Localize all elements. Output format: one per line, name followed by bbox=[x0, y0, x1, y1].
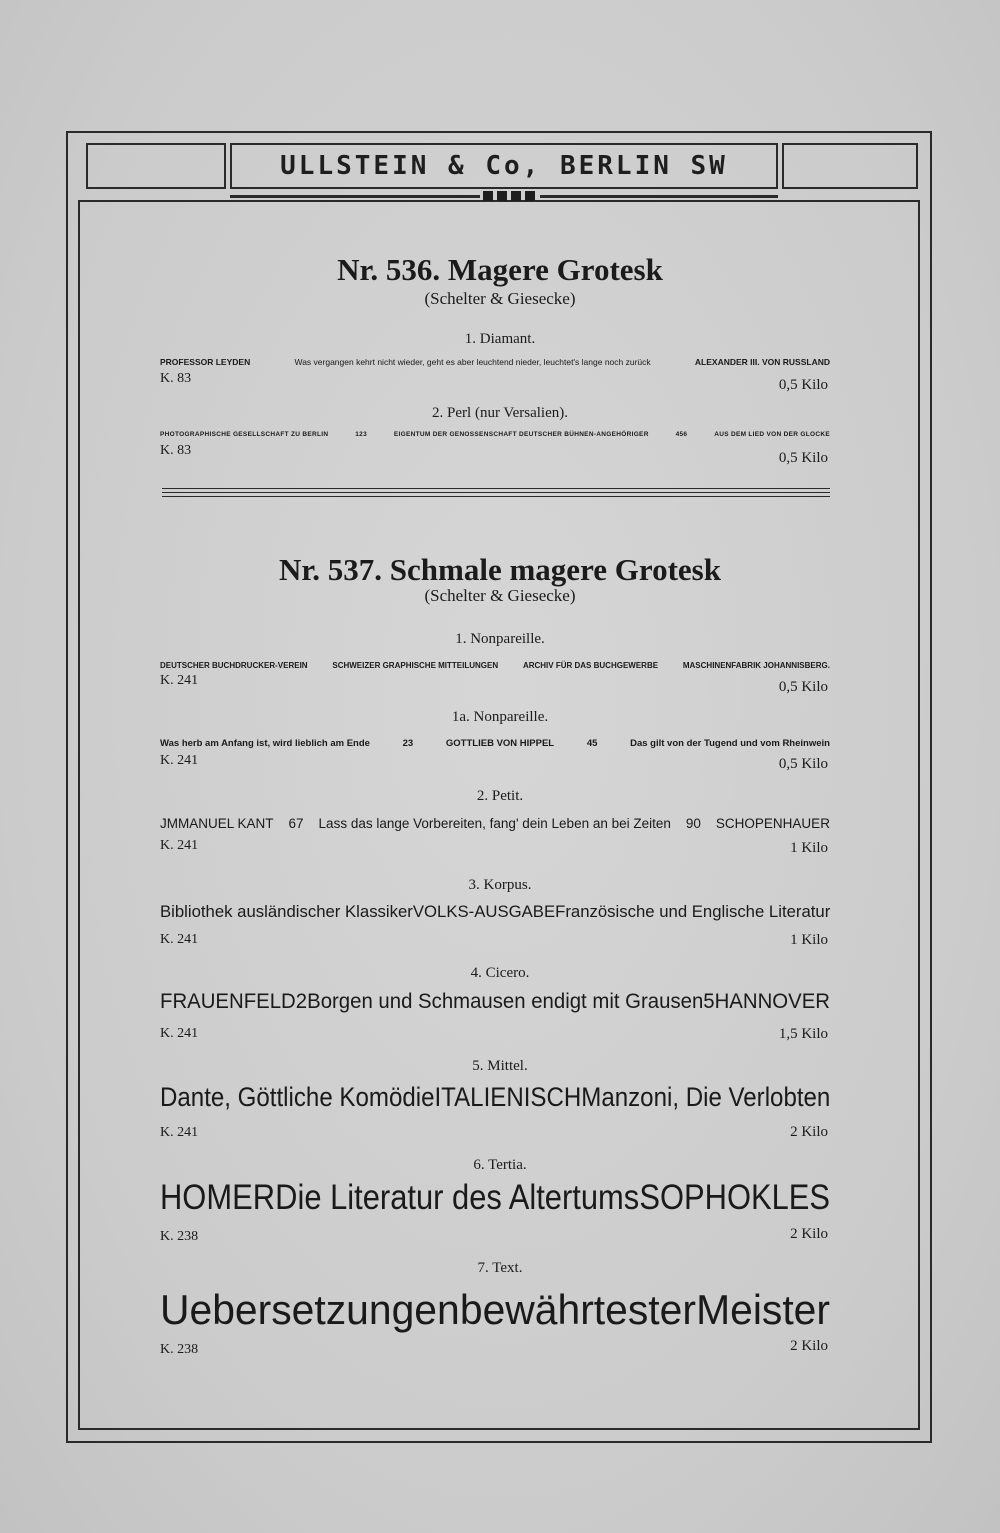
type-weight: 2 Kilo bbox=[790, 1338, 828, 1354]
specimen-text: Manzoni, Die Verlobten bbox=[581, 1082, 831, 1112]
header-rule-right bbox=[540, 195, 778, 198]
specimen-line bbox=[160, 661, 830, 670]
specimen-text: ITALIENISCH bbox=[434, 1082, 582, 1112]
size-label: 4. Cicero. bbox=[470, 965, 530, 981]
type-code: K. 238 bbox=[160, 1342, 199, 1357]
section-536-subtitle: (Schelter & Giesecke) bbox=[424, 289, 576, 308]
section-divider bbox=[162, 488, 830, 500]
specimen-text: ALEXANDER III. VON RUSSLAND bbox=[694, 357, 830, 367]
specimen-line bbox=[160, 1286, 830, 1334]
specimen-line bbox=[160, 990, 830, 1014]
specimen-text: PROFESSOR LEYDEN bbox=[160, 357, 251, 367]
type-weight: 2 Kilo bbox=[790, 1124, 828, 1140]
specimen-text: VOLKS-AUSGABE bbox=[412, 902, 556, 921]
specimen-text: Das gilt von der Tugend und vom Rheinwein bbox=[630, 738, 830, 749]
type-code: K. 241 bbox=[160, 753, 199, 768]
size-label: 1a. Nonpareille. bbox=[451, 709, 549, 725]
specimen-line bbox=[160, 902, 830, 922]
section-537-subtitle: (Schelter & Giesecke) bbox=[424, 586, 576, 605]
specimen-text: DEUTSCHER BUCHDRUCKER-VEREIN bbox=[160, 661, 308, 670]
specimen-text: GOTTLIEB VON HIPPEL bbox=[445, 738, 555, 749]
specimen-text: Französische und Englische Literatur bbox=[555, 902, 831, 921]
size-label: 3. Korpus. bbox=[468, 877, 532, 893]
specimen-line bbox=[160, 431, 830, 438]
specimen-text: ARCHIV FÜR DAS BUCHGEWERBE bbox=[522, 661, 659, 670]
type-code: K. 241 bbox=[160, 838, 199, 853]
ornament-square bbox=[483, 191, 493, 201]
specimen-text: 5 bbox=[703, 990, 715, 1013]
ornament-square bbox=[497, 191, 507, 201]
type-weight: 1 Kilo bbox=[790, 932, 828, 948]
type-weight: 1 Kilo bbox=[790, 840, 828, 856]
specimen-line bbox=[160, 357, 830, 367]
specimen-text: 123 bbox=[355, 431, 368, 438]
specimen-text: AUS DEM LIED VON DER GLOCKE bbox=[714, 431, 830, 438]
specimen-text: Uebersetzungen bbox=[160, 1286, 460, 1333]
section-536-title: Nr. 536. Magere Grotesk bbox=[337, 252, 663, 287]
header-left-box bbox=[86, 143, 226, 189]
specimen-text: EIGENTUM DER GENOSSENSCHAFT DEUTSCHER BÜHNEN-ANGEHÖRIGER bbox=[393, 431, 649, 438]
type-code: K. 83 bbox=[160, 443, 192, 458]
specimen-text: HANNOVER bbox=[714, 990, 831, 1013]
type-code: K. 238 bbox=[160, 1229, 199, 1244]
header-right-box bbox=[782, 143, 918, 189]
type-weight: 2 Kilo bbox=[790, 1226, 828, 1242]
specimen-text: FRAUENFELD bbox=[160, 990, 296, 1013]
specimen-line bbox=[160, 1082, 830, 1113]
specimen-line bbox=[160, 1178, 830, 1218]
header-rule-left bbox=[230, 195, 480, 198]
specimen-text: MASCHINENFABRIK JOHANNISBERG. bbox=[682, 661, 830, 670]
size-label: 2. Petit. bbox=[476, 788, 524, 804]
specimen-text: Was vergangen kehrt nicht wieder, geht es aber leuchtend nieder, leuchtet's lange noch zurück bbox=[294, 357, 651, 367]
specimen-text: JMMANUEL KANT bbox=[160, 816, 274, 831]
specimen-text: HOMER bbox=[160, 1178, 276, 1217]
size-label: 5. Mittel. bbox=[472, 1058, 528, 1074]
specimen-text: 67 bbox=[288, 816, 304, 831]
specimen-line bbox=[160, 738, 830, 749]
type-weight: 0,5 Kilo bbox=[778, 377, 828, 393]
size-label: 7. Text. bbox=[477, 1260, 523, 1276]
specimen-text: Was herb am Anfang ist, wird lieblich am Ende bbox=[160, 738, 370, 749]
specimen-text: Borgen und Schmausen endigt mit Grausen bbox=[307, 990, 704, 1013]
ornament-square bbox=[511, 191, 521, 201]
specimen-text: 2 bbox=[295, 990, 308, 1013]
type-weight: 0,5 Kilo bbox=[778, 679, 828, 695]
specimen-text: Dante, Göttliche Komödie bbox=[160, 1082, 435, 1112]
type-code: K. 241 bbox=[160, 932, 199, 947]
section-537-title: Nr. 537. Schmale magere Grotesk bbox=[279, 552, 721, 587]
specimen-text: Bibliothek ausländischer Klassiker bbox=[160, 902, 413, 921]
type-code: K. 241 bbox=[160, 1026, 199, 1041]
specimen-text: 90 bbox=[685, 816, 701, 831]
type-weight: 1,5 Kilo bbox=[778, 1026, 828, 1042]
specimen-text: SCHWEIZER GRAPHISCHE MITTEILUNGEN bbox=[332, 661, 499, 670]
type-code: K. 83 bbox=[160, 371, 192, 386]
specimen-text: Die Literatur des Altertums bbox=[275, 1178, 640, 1217]
specimen-text: Meister bbox=[696, 1286, 830, 1333]
specimen-text: 23 bbox=[402, 738, 414, 749]
specimen-text: 45 bbox=[586, 738, 598, 749]
header-title-box bbox=[230, 143, 778, 189]
ornament-square bbox=[525, 191, 535, 201]
specimen-text: bewährtester bbox=[459, 1286, 696, 1333]
specimen-text: 456 bbox=[675, 431, 688, 438]
size-label: 1. Nonpareille. bbox=[455, 631, 545, 647]
size-label: 6. Tertia. bbox=[473, 1157, 527, 1173]
specimen-text: Lass das lange Vorbereiten, fang' dein Leben an bei Zeiten bbox=[318, 816, 671, 831]
type-code: K. 241 bbox=[160, 673, 199, 688]
header-title: ULLSTEIN & Co, BERLIN SW bbox=[280, 151, 728, 181]
size-label: 1. Diamant. bbox=[464, 331, 536, 347]
specimen-line bbox=[160, 816, 830, 831]
size-label: 2. Perl (nur Versalien). bbox=[432, 405, 568, 421]
specimen-text: PHOTOGRAPHISCHE GESELLSCHAFT ZU BERLIN bbox=[160, 431, 329, 438]
specimen-text: SOPHOKLES bbox=[639, 1178, 830, 1217]
header-ornament bbox=[483, 191, 535, 201]
specimen-text: SCHOPENHAUER bbox=[715, 816, 830, 831]
type-weight: 0,5 Kilo bbox=[778, 756, 828, 772]
type-code: K. 241 bbox=[160, 1125, 199, 1140]
type-weight: 0,5 Kilo bbox=[778, 450, 828, 466]
